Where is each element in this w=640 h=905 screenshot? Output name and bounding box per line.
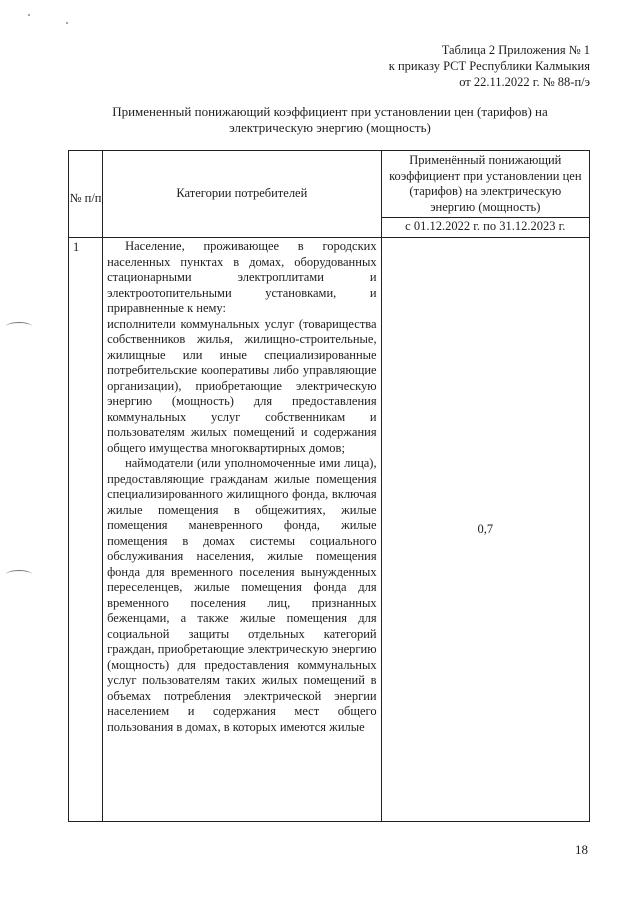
table-row	[69, 238, 590, 822]
scan-margin-mark	[6, 570, 32, 579]
appendix-line-2: к приказу РСТ Республики Калмыкия	[388, 59, 590, 73]
document-title	[70, 104, 590, 136]
scan-speck	[66, 22, 68, 24]
scan-speck	[28, 14, 30, 16]
scan-margin-mark	[6, 322, 32, 331]
category-paragraph: Население, проживающее в городских населенных пунктах в домах, оборудованных стационарными электроплитами и электроотопительными установками, и приравненные к нему:	[107, 239, 377, 315]
header-num: № п/п	[69, 151, 103, 238]
header-coefficient: Применённый понижающий коэффициент при установлении цен (тарифов) на электрическую энергию (мощность)	[381, 151, 589, 218]
row-category	[103, 238, 382, 822]
appendix-reference	[389, 42, 590, 90]
title-line-2: электрическую энергию (мощность)	[229, 120, 431, 135]
category-paragraph: наймодатели (или уполномоченные ими лица), предоставляющие гражданам жилые помещения специализированного жилищного фонда, включая жилые помещения в общежитиях, жилые помещения маневренного фонда, жилые помещения в домах системы социального обслуживания населения, жилые помещения фонда для временного поселения вынужденных переселенцев, жилые помещения фонда для временного поселения лиц, признанных беженцами, а также жилые помещения для социальной защиты отдельных категорий граждан, приобретающие электрическую энергию (мощность) для предоставления коммунальных услуг пользователям таких жилых помещений в объемах потребления электрической энергии населением и содержания мест общего пользования в домах, в которых имеются жилые	[107, 456, 377, 734]
row-coefficient-value: 0,7	[381, 238, 589, 822]
appendix-line-1: Таблица 2 Приложения № 1	[441, 43, 590, 57]
header-period: с 01.12.2022 г. по 31.12.2023 г.	[381, 218, 589, 238]
header-category: Категории потребителей	[103, 151, 382, 238]
page-number: 18	[575, 842, 588, 857]
table-header-row	[69, 151, 590, 218]
category-paragraph: исполнители коммунальных услуг (товарищества собственников жилья, жилищно-строительные, жилищные или иные специализированные потребительские кооперативы либо управляющие организации), приобретающие электрическую энергию (мощность) для предоставления коммунальных услуг собственникам и пользователям жилых помещений и содержания общего имущества многоквартирных домов;	[107, 316, 377, 455]
title-line-1: Примененный понижающий коэффициент при установлении цен (тарифов) на	[112, 104, 548, 119]
appendix-line-3: от 22.11.2022 г. № 88-п/э	[459, 75, 590, 89]
row-number: 1	[69, 238, 103, 822]
coefficient-table	[68, 150, 590, 822]
